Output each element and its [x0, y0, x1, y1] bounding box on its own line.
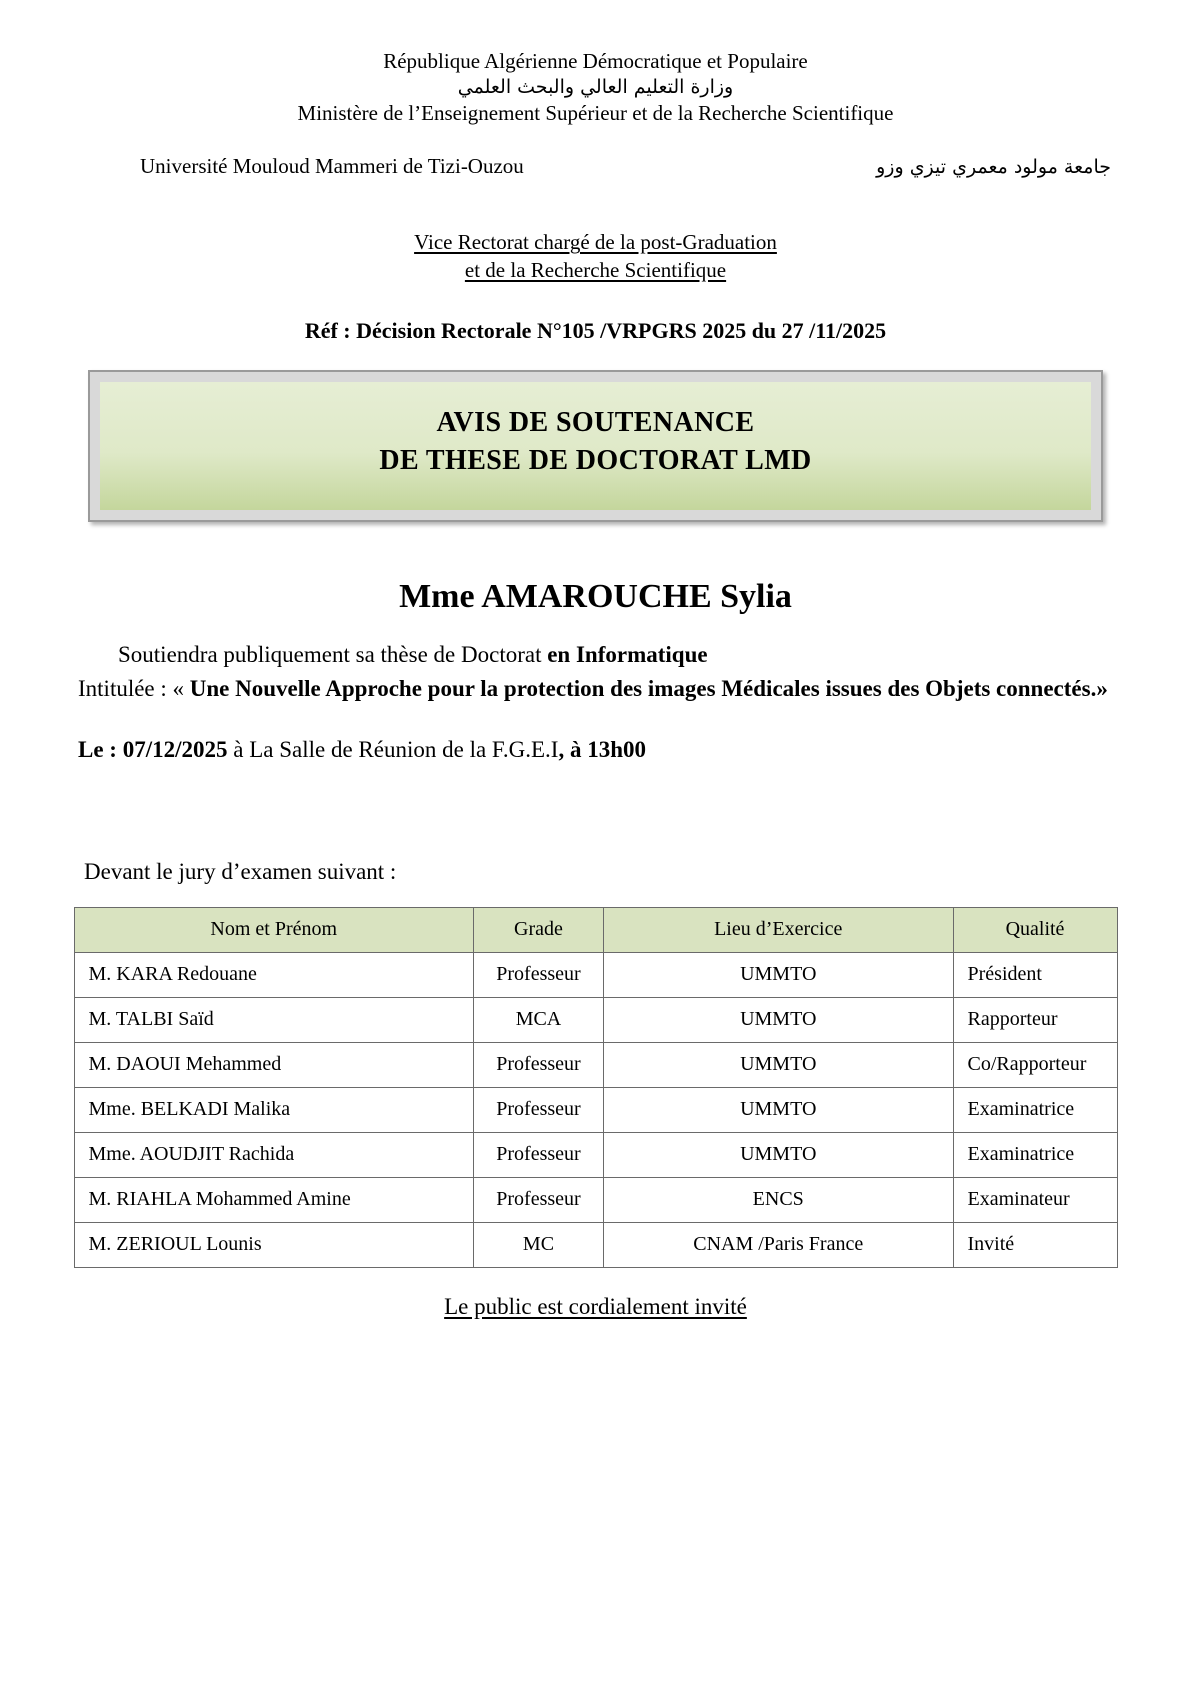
- avis-title-line1: AVIS DE SOUTENANCE: [436, 407, 755, 439]
- defense-place: La Salle de Réunion de la F.G.E.I: [249, 736, 559, 762]
- soutiendra-paragraph: [60, 638, 1131, 707]
- cell-name: Mme. AOUDJIT Rachida: [74, 1132, 474, 1177]
- table-row: [74, 1087, 1117, 1132]
- avis-title-line2: DE THESE DE DOCTORAT LMD: [379, 444, 812, 476]
- place-prefix: à: [233, 736, 244, 762]
- cell-name: M. KARA Redouane: [74, 952, 474, 997]
- cell-lieu: UMMTO: [603, 1042, 953, 1087]
- vice-rectorat-line1: Vice Rectorat chargé de la post-Graduation: [414, 230, 777, 255]
- thesis-title: Une Nouvelle Approche pour la protection des images Médicales issues des Objets connectés.: [189, 676, 1097, 702]
- intitulee-label: Intitulée : «: [78, 676, 185, 702]
- table-row: [74, 1132, 1117, 1177]
- cell-qualite: Examinateur: [953, 1177, 1117, 1222]
- cell-qualite: Examinatrice: [953, 1087, 1117, 1132]
- cell-grade: MC: [474, 1222, 604, 1267]
- header-ministry-arabic: وزارة التعليم العالي والبحث العلمي: [457, 75, 734, 98]
- column-header-grade: Grade: [474, 907, 604, 952]
- defense-datetime: [60, 737, 1131, 763]
- table-row: [74, 1222, 1117, 1267]
- cell-name: M. RIAHLA Mohammed Amine: [74, 1177, 474, 1222]
- university-name-french: Université Mouloud Mammeri de Tizi-Ouzou: [140, 154, 524, 179]
- cell-name: Mme. BELKADI Malika: [74, 1087, 474, 1132]
- public-invitation: [60, 1294, 1131, 1320]
- cell-lieu: UMMTO: [603, 952, 953, 997]
- table-row: [74, 952, 1117, 997]
- vice-rectorat-block: [60, 229, 1131, 284]
- cell-grade: Professeur: [474, 1177, 604, 1222]
- header-republic-line: République Algérienne Démocratique et Populaire: [383, 49, 808, 73]
- avis-banner-inner: [100, 382, 1091, 510]
- candidate-name: Mme AMAROUCHE Sylia: [399, 577, 792, 615]
- cell-grade: Professeur: [474, 1132, 604, 1177]
- closing-quote: »: [1096, 676, 1108, 702]
- cell-name: M. DAOUI Mehammed: [74, 1042, 474, 1087]
- table-row: [74, 997, 1117, 1042]
- cell-grade: Professeur: [474, 952, 604, 997]
- cell-qualite: Co/Rapporteur: [953, 1042, 1117, 1087]
- university-row: [60, 154, 1131, 179]
- soutiendra-prefix: Soutiendra publiquement sa thèse de Doctorat: [118, 641, 542, 667]
- table-row: [74, 1177, 1117, 1222]
- column-header-qualite: Qualité: [953, 907, 1117, 952]
- cell-grade: Professeur: [474, 1087, 604, 1132]
- cell-qualite: Président: [953, 952, 1117, 997]
- avis-banner: [88, 370, 1103, 522]
- table-header-row: [74, 907, 1117, 952]
- decision-reference: Réf : Décision Rectorale N°105 /VRPGRS 2025 du 27 /11/2025: [304, 318, 887, 344]
- column-header-name: Nom et Prénom: [74, 907, 474, 952]
- cell-qualite: Invité: [953, 1222, 1117, 1267]
- cell-lieu: UMMTO: [603, 997, 953, 1042]
- vice-rectorat-line2: et de la Recherche Scientifique: [464, 257, 727, 282]
- table-row: [74, 1042, 1117, 1087]
- cell-qualite: Examinatrice: [953, 1132, 1117, 1177]
- cell-lieu: UMMTO: [603, 1132, 953, 1177]
- defense-time: , à 13h00: [558, 736, 646, 762]
- jury-table: [74, 907, 1118, 1268]
- thesis-domain: en Informatique: [547, 641, 708, 667]
- defense-date: Le : 07/12/2025: [78, 736, 228, 762]
- cell-lieu: UMMTO: [603, 1087, 953, 1132]
- cell-grade: Professeur: [474, 1042, 604, 1087]
- cell-lieu: CNAM /Paris France: [603, 1222, 953, 1267]
- public-invitation-text: Le public est cordialement invité: [444, 1293, 747, 1319]
- cell-qualite: Rapporteur: [953, 997, 1117, 1042]
- header-ministry-french: Ministère de l’Enseignement Supérieur et de la Recherche Scientifique: [297, 100, 894, 125]
- university-name-arabic: جامعة مولود معمري تيزي وزو: [876, 156, 1111, 179]
- cell-name: M. TALBI Saïd: [74, 997, 474, 1042]
- cell-grade: MCA: [474, 997, 604, 1042]
- cell-name: M. ZERIOUL Lounis: [74, 1222, 474, 1267]
- jury-intro: Devant le jury d’examen suivant :: [84, 858, 397, 884]
- cell-lieu: ENCS: [603, 1177, 953, 1222]
- column-header-lieu: Lieu d’Exercice: [603, 907, 953, 952]
